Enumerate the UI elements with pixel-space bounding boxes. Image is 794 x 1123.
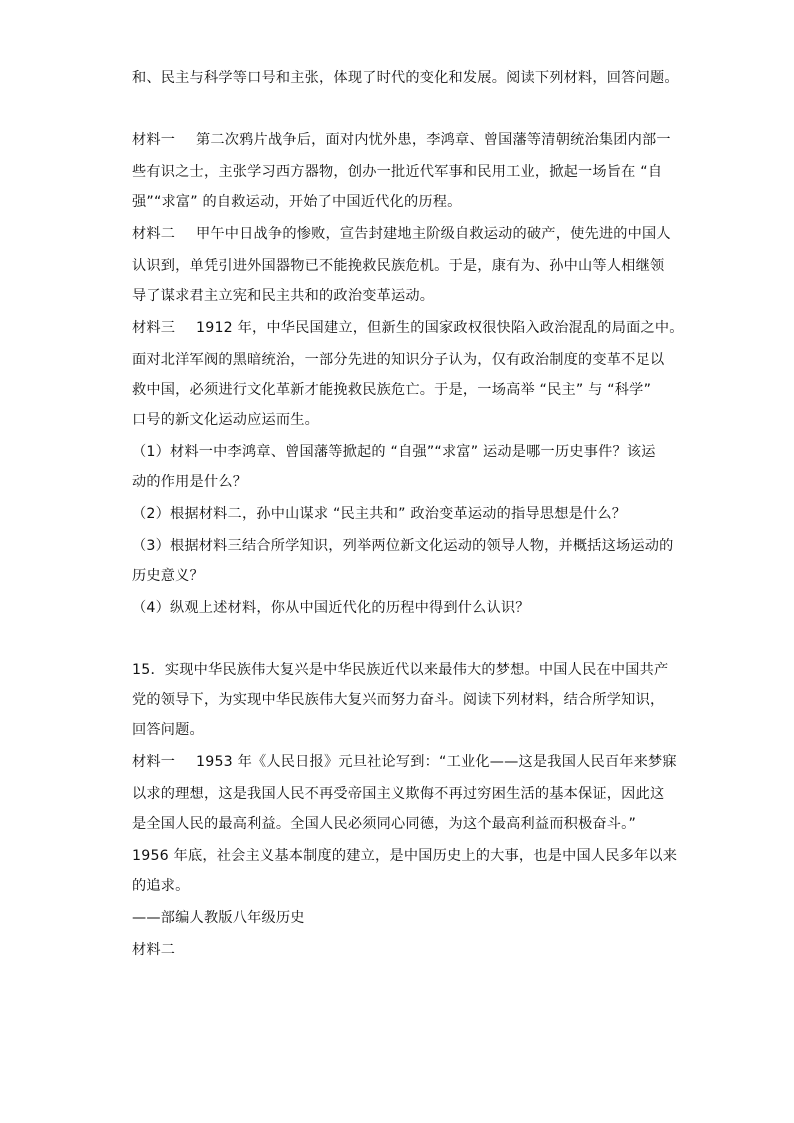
question-4: （4）纵观上述材料，你从中国近代化的历程中得到什么认识？: [132, 600, 530, 616]
q15-material-1-line-3: 是全国人民的最高利益。全国人民必须同心同德，为这个最高利益而积极奋斗。”: [132, 816, 637, 832]
material-3-line-1: [132, 318, 684, 338]
q15-material-1-line-4: 1956 年底，社会主义基本制度的建立，是中国历史上的大事，也是中国人民多年以来: [132, 848, 678, 864]
material-3-line-4: 口号的新文化运动应运而生。: [132, 412, 320, 428]
question-1-line-1: （1）材料一中李鸿章、曾国藩等掀起的 “自强”“求富” 运动是哪一历史事件？该运: [132, 444, 656, 460]
question-1-line-2: 动的作用是什么？: [132, 474, 248, 490]
material-2-line-3: 导了谋求君主立宪和民主共和的政治变革运动。: [132, 288, 435, 304]
material-3-text: 1912 年，中华民国建立，但新生的国家政权很快陷入政治混乱的局面之中。: [196, 320, 684, 336]
material-3-line-3: 救中国，必须进行文化革新才能挽救民族危亡。于是，一场高举 “民主” 与 “科学”: [132, 382, 652, 398]
question-3-line-1: （3）根据材料三结合所学知识，列举两位新文化运动的领导人物，并概括这场运动的: [132, 538, 674, 554]
question-15-line-3: 回答问题。: [132, 722, 204, 738]
question-15-line-2: 党的领导下，为实现中华民族伟大复兴而努力奋斗。阅读下列材料，结合所学知识，: [132, 692, 665, 708]
material-3-line-2: 面对北洋军阀的黑暗统治，一部分先进的知识分子认为，仅有政治制度的变革不足以: [132, 352, 665, 368]
material-2-line-2: 认识到，单凭引进外国器物已不能挽救民族危机。于是，康有为、孙中山等人相继领: [132, 258, 665, 274]
question-2: （2）根据材料二，孙中山谋求 “民主共和” 政治变革运动的指导思想是什么？: [132, 506, 627, 522]
q15-material-1-line-1: [132, 752, 677, 772]
material-1-text: 第二次鸦片战争后，面对内忧外患，李鸿章、曾国藩等清朝统治集团内部一: [196, 132, 671, 148]
material-1-line-2: 些有识之士，主张学习西方器物，创办一批近代军事和民用工业，掀起一场旨在 “自: [132, 164, 663, 180]
intro-line: 和、民主与科学等口号和主张，体现了时代的变化和发展。阅读下列材料，回答问题。: [132, 70, 679, 86]
q15-material-1-text: 1953 年《人民日报》元旦社论写到：“工业化——这是我国人民百年来梦寐: [196, 754, 677, 770]
material-1-label: 材料一: [132, 132, 176, 148]
question-15-line-1: 15．实现中华民族伟大复兴是中华民族近代以来最伟大的梦想。中国人民在中国共产: [132, 662, 669, 678]
material-2-line-1: [132, 224, 672, 244]
material-2-label: 材料二: [132, 226, 176, 242]
q15-material-2-label: 材料二: [132, 942, 176, 958]
q15-material-1-line-5: 的追求。: [132, 878, 190, 894]
q15-material-1-line-2: 以求的理想，这是我国人民不再受帝国主义欺侮不再过穷困生活的基本保证，因此这: [132, 786, 665, 802]
q15-material-1-label: 材料一: [132, 754, 176, 770]
material-3-label: 材料三: [132, 320, 176, 336]
material-2-text: 甲午中日战争的惨败，宣告封建地主阶级自救运动的破产，使先进的中国人: [196, 226, 671, 242]
material-1-line-3: 强”“求富” 的自救运动，开始了中国近代化的历程。: [132, 194, 462, 210]
q15-source: ——部编人教版八年级历史: [132, 910, 305, 926]
material-1-line-1: [132, 130, 672, 150]
question-3-line-2: 历史意义？: [132, 568, 204, 584]
